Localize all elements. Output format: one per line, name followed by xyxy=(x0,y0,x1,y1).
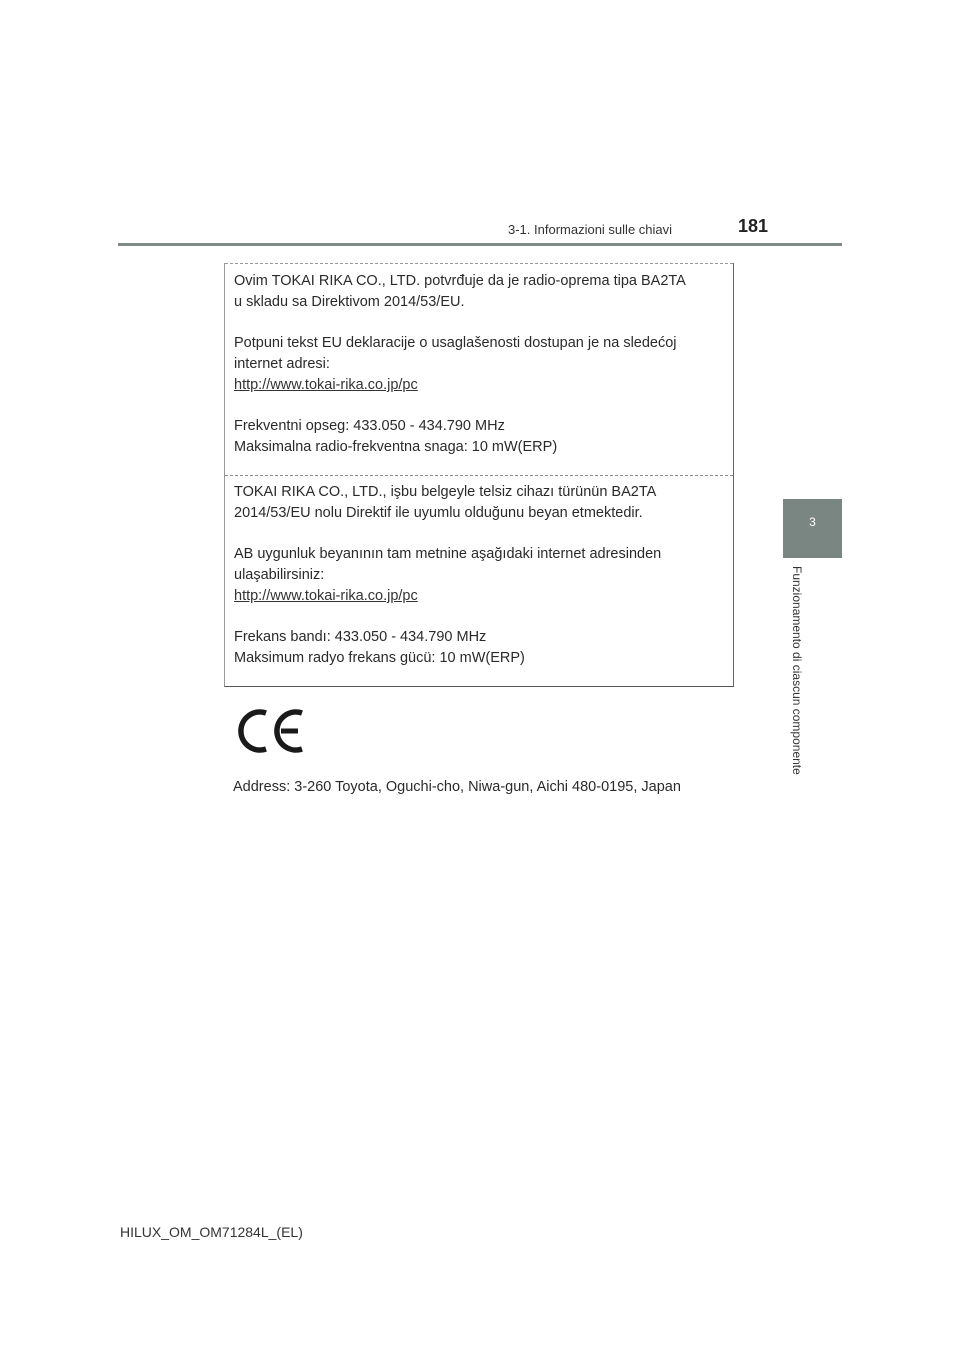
notice-turkish xyxy=(234,482,724,669)
notice-text-line: Maksimum radyo frekans gücü: 10 mW(ERP) xyxy=(234,650,525,666)
conformity-notice-box xyxy=(224,263,734,687)
notice-text-line: u skladu sa Direktivom 2014/53/EU. xyxy=(234,294,465,310)
notice-text-line: ulaşabilirsiniz: xyxy=(234,567,325,583)
notice-text-line: AB uygunluk beyanının tam metnine aşağıdaki internet adresinden xyxy=(234,546,662,562)
manufacturer-address: Address: 3-260 Toyota, Oguchi-cho, Niwa-gun, Aichi 480-0195, Japan xyxy=(233,779,681,795)
notice-text-line: 2014/53/EU nolu Direktif ile uyumlu olduğunu beyan etmektedir. xyxy=(234,505,643,521)
chapter-title-vertical xyxy=(790,566,806,796)
ce-mark-icon xyxy=(236,705,308,757)
chapter-tab[interactable] xyxy=(783,499,842,558)
notice-text-line: Frekans bandı: 433.050 - 434.790 MHz xyxy=(234,629,487,645)
chapter-title: Funzionamento di ciascun componente xyxy=(790,566,804,775)
box-top-divider xyxy=(225,263,733,264)
box-section-divider xyxy=(225,475,733,476)
declaration-link[interactable]: http://www.tokai-rika.co.jp/pc xyxy=(234,588,418,604)
document-code: HILUX_OM_OM71284L_(EL) xyxy=(120,1224,303,1240)
header-divider xyxy=(118,243,842,246)
notice-text-line: TOKAI RIKA CO., LTD., işbu belgeyle telsiz cihazı türünün BA2TA xyxy=(234,484,657,500)
notice-text-line: Potpuni tekst EU deklaracije o usaglašenosti dostupan je na sledećoj xyxy=(234,335,677,351)
notice-text-line: internet adresi: xyxy=(234,356,330,372)
notice-text-line: Frekventni opseg: 433.050 - 434.790 MHz xyxy=(234,418,505,434)
notice-serbian xyxy=(234,271,724,458)
section-title: 3-1. Informazioni sulle chiavi xyxy=(508,222,673,237)
declaration-link[interactable]: http://www.tokai-rika.co.jp/pc xyxy=(234,377,418,393)
notice-text-line: Ovim TOKAI RIKA CO., LTD. potvrđuje da je radio-oprema tipa BA2TA xyxy=(234,273,686,289)
page-number: 181 xyxy=(738,216,769,236)
chapter-number: 3 xyxy=(809,515,816,529)
notice-text-line: Maksimalna radio-frekventna snaga: 10 mW(ERP) xyxy=(234,439,558,455)
